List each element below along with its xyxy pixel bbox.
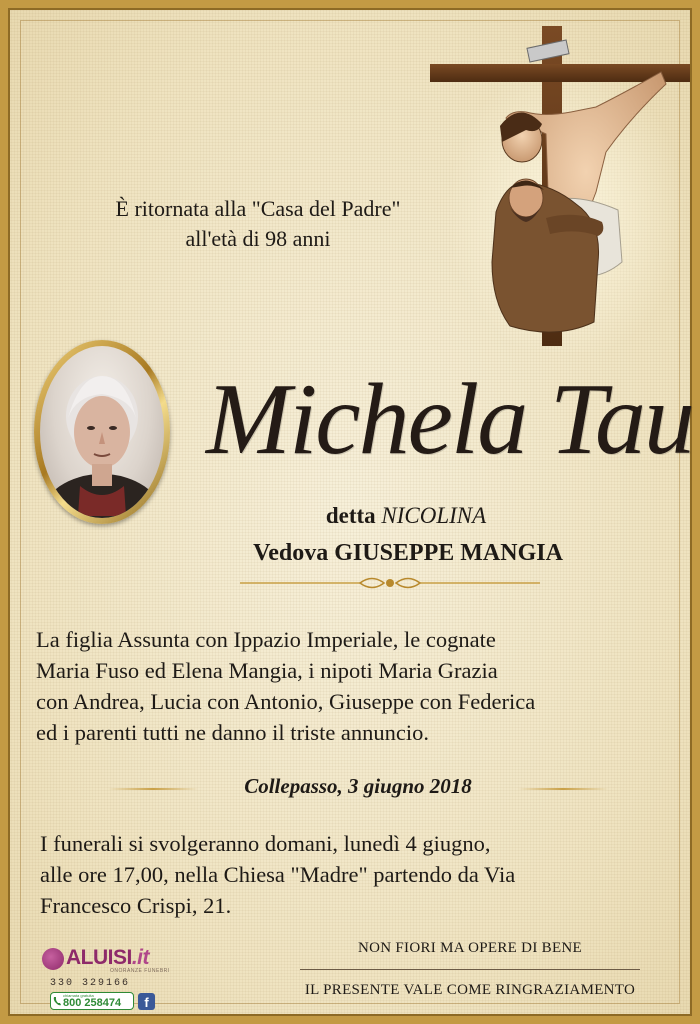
nickname-prefix: detta (325, 503, 376, 528)
widow-line: Vedova GIUSEPPE MANGIA (253, 540, 563, 566)
gold-ornament-divider (240, 574, 540, 592)
announcement-line-4: ed i parenti tutti ne danno il triste annuncio. (36, 720, 430, 745)
footer-line-1: NON FIORI MA OPERE DI BENE (357, 940, 583, 956)
freephone-badge[interactable] (50, 992, 134, 1010)
agency-tld: .it (131, 946, 150, 969)
nickname-line (206, 503, 606, 529)
nickname: NICOLINA (381, 503, 487, 528)
intro-line-2: all'età di 98 anni (185, 226, 331, 251)
aluisi-logo-mark (42, 948, 64, 970)
agency-phone[interactable]: 330 329166 (50, 978, 131, 989)
phone-icon (53, 996, 62, 1006)
agency-tagline: ONORANZE FUNEBRI (110, 968, 170, 974)
agency-name (66, 946, 149, 970)
facebook-icon[interactable]: f (138, 993, 155, 1010)
deceased-name: Michela Tau (206, 363, 694, 476)
freephone-label: chiamata gratuita (63, 993, 94, 998)
announcement-line-3: con Andrea, Lucia con Antonio, Giuseppe con Federica (36, 689, 536, 714)
intro-line-1: È ritornata alla "Casa del Padre" (115, 196, 401, 221)
footer-divider (300, 969, 640, 970)
place-date-row (108, 774, 608, 804)
announcement-text (36, 624, 680, 748)
funeral-line-2: alle ore 17,00, nella Chiesa "Madre" partendo da Via (40, 862, 516, 887)
funeral-line-3: Francesco Crispi, 21. (40, 893, 232, 918)
agency-name-text: ALUISI (66, 946, 132, 969)
funeral-line-1: I funerali si svolgeranno domani, lunedì 4 giugno, (40, 831, 491, 856)
announcement-line-2: Maria Fuso ed Elena Mangia, i nipoti Maria Grazia (36, 658, 498, 683)
portrait-illustration (40, 346, 164, 518)
footer-line-2: IL PRESENTE VALE COME RINGRAZIAMENTO (304, 982, 636, 998)
intro-text (48, 194, 468, 254)
portrait-photo (40, 346, 164, 518)
funeral-info (40, 828, 676, 921)
announcement-line-1: La figlia Assunta con Ippazio Imperiale, le cognate (36, 627, 496, 652)
crucifix-illustration (426, 22, 696, 352)
portrait-frame (34, 340, 170, 524)
agency-logo[interactable] (40, 946, 170, 1016)
place-date: Collepasso, 3 giugno 2018 (244, 774, 472, 798)
divider-right (518, 788, 608, 790)
freephone-number: 800 258474 (63, 997, 122, 1009)
